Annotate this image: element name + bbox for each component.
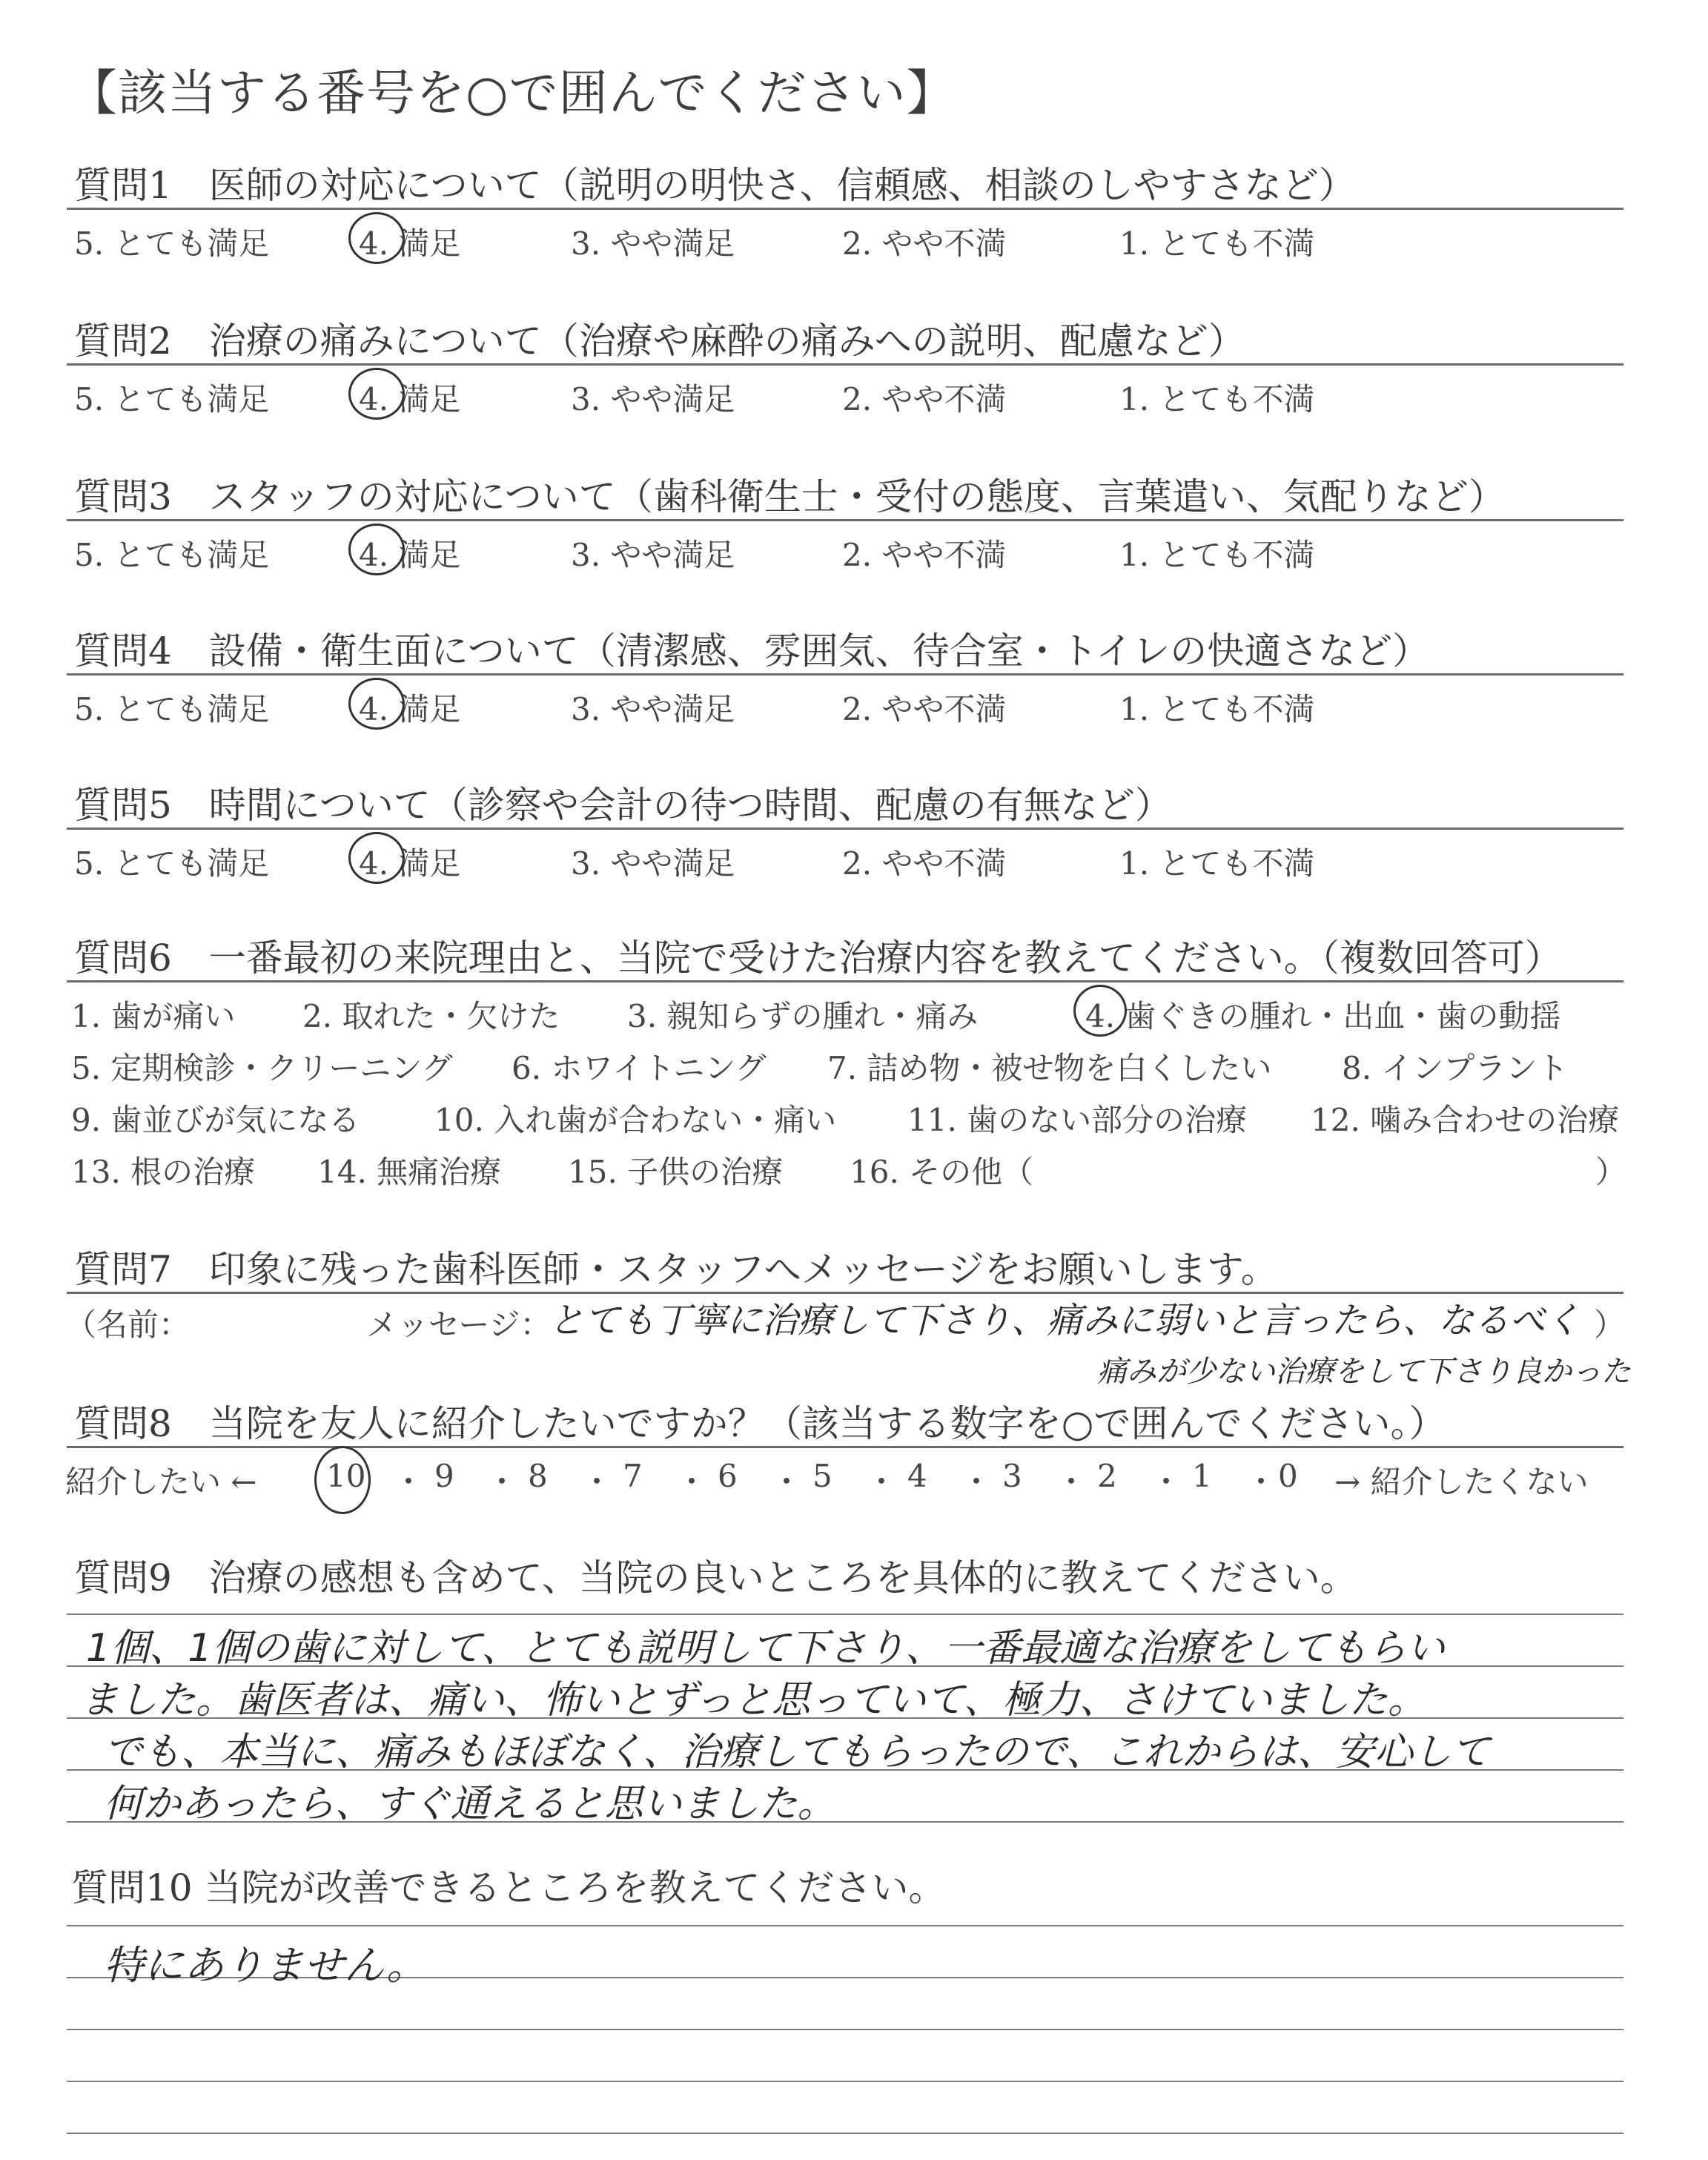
q6-option-3[interactable]: 3. 親知らずの腫れ・痛み (627, 998, 979, 1034)
q8-dot: ・ (676, 1464, 708, 1500)
q1-option-2[interactable]: 2. やや不満 (842, 225, 1007, 262)
q6-option-9[interactable]: 9. 歯並びが気になる (71, 1102, 360, 1138)
q9-answer-line-1: 1個、1個の歯に対して、とても説明して下さり、一番最適な治療をしてもらい (86, 1626, 1446, 1671)
q1-selected-circle (348, 212, 405, 264)
q4-option-2[interactable]: 2. やや不満 (842, 691, 1007, 727)
question-1-rule (67, 208, 1623, 210)
q6-option-5[interactable]: 5. 定期検診・クリーニング (71, 1050, 453, 1086)
q2-option-4[interactable]: 4. 満足 (359, 381, 461, 417)
question-4-rule (67, 673, 1623, 676)
q8-dot: ・ (581, 1464, 613, 1500)
q8-scale-4[interactable]: 4 (907, 1458, 927, 1494)
q4-selected-circle (348, 678, 405, 730)
q8-dot: ・ (1245, 1464, 1277, 1500)
q7-message-line-1: とても丁寧に治療して下さり、痛みに弱いと言ったら、なるべく (549, 1300, 1581, 1341)
q1-option-5[interactable]: 5. とても満足 (74, 225, 270, 262)
q6-option-15[interactable]: 15. 子供の治療 (568, 1154, 784, 1190)
q5-option-2[interactable]: 2. やや不満 (842, 845, 1007, 882)
q8-scale-6[interactable]: 6 (718, 1458, 738, 1494)
q2-option-5[interactable]: 5. とても満足 (74, 381, 270, 417)
q3-option-2[interactable]: 2. やや不満 (842, 537, 1007, 573)
q1-option-4[interactable]: 4. 満足 (359, 225, 461, 262)
q3-option-5[interactable]: 5. とても満足 (74, 537, 270, 573)
q6-option-12[interactable]: 12. 噛み合わせの治療 (1311, 1102, 1620, 1138)
q10-answer-line (67, 2029, 1623, 2030)
q2-option-1[interactable]: 1. とても不満 (1119, 381, 1315, 417)
q6-option-13[interactable]: 13. 根の治療 (71, 1154, 256, 1190)
q6-option-7[interactable]: 7. 詰め物・被せ物を白くしたい (827, 1050, 1272, 1086)
q6-selected-circle (1073, 985, 1127, 1037)
q7-name-label: （名前： (65, 1307, 191, 1343)
q3-option-1[interactable]: 1. とても不満 (1119, 537, 1315, 573)
q3-option-3[interactable]: 3. やや満足 (571, 537, 735, 573)
q4-option-1[interactable]: 1. とても不満 (1119, 691, 1315, 727)
question-5-rule (67, 828, 1623, 830)
q6-option-11[interactable]: 11. 歯のない部分の治療 (907, 1102, 1248, 1138)
q6-option-8[interactable]: 8. インプラント (1342, 1050, 1569, 1086)
q9-answer-line-2: ました。歯医者は、痛い、怖いとずっと思っていて、極力、さけていました。 (80, 1678, 1426, 1723)
q9-answer-line-3: でも、本当に、痛みもほぼなく、治療してもらったので、これからは、安心して (104, 1730, 1490, 1774)
q2-selected-circle (348, 368, 405, 420)
question-1-label: 質問1 医師の対応について（説明の明快さ、信頼感、相談のしやすさなど） (74, 164, 1356, 207)
question-8-label: 質問8 当院を友人に紹介したいですか？（該当する数字を○で囲んでください。） (74, 1402, 1446, 1445)
q6-option-2[interactable]: 2. 取れた・欠けた (302, 998, 560, 1034)
q1-option-3[interactable]: 3. やや満足 (571, 225, 735, 262)
q4-option-4[interactable]: 4. 満足 (359, 691, 461, 727)
question-5-label: 質問5 時間について（診察や会計の待つ時間、配慮の有無など） (74, 784, 1172, 827)
q6-option-10[interactable]: 10. 入れ歯が合わない・痛い (434, 1102, 837, 1138)
q7-message-line-2: 痛みが少ない治療をして下さり良かった (1097, 1355, 1631, 1389)
q8-scale-5[interactable]: 5 (812, 1458, 833, 1494)
q8-scale-3[interactable]: 3 (1002, 1458, 1022, 1494)
q6-option-1[interactable]: 1. 歯が痛い (71, 998, 236, 1034)
question-9-label: 質問9 治療の感想も含めて、当院の良いところを具体的に教えてください。 (74, 1556, 1357, 1599)
q8-scale-9[interactable]: 9 (434, 1458, 454, 1494)
q8-dot: ・ (1151, 1464, 1182, 1500)
q10-answer-line (67, 1925, 1623, 1926)
q8-dot: ・ (1056, 1464, 1088, 1500)
q1-option-1[interactable]: 1. とても不満 (1119, 225, 1315, 262)
q9-answer-line (67, 1614, 1623, 1615)
question-8-rule (67, 1446, 1623, 1448)
q5-option-1[interactable]: 1. とても不満 (1119, 845, 1315, 882)
q6-option-16[interactable]: 16. その他（ (850, 1154, 1034, 1190)
question-10-label: 質問10 当院が改善できるところを教えてください。 (71, 1866, 946, 1909)
q8-scale-8[interactable]: 8 (528, 1458, 548, 1494)
question-7-label: 質問7 印象に残った歯科医師・スタッフへメッセージをお願いします。 (74, 1248, 1278, 1291)
question-6-rule (67, 980, 1623, 982)
q3-selected-circle (348, 524, 405, 575)
q8-dot: ・ (393, 1464, 425, 1500)
question-3-label: 質問3 スタッフの対応について（歯科衛生士・受付の態度、言葉遣い、気配りなど） (74, 475, 1506, 518)
question-2-label: 質問2 治療の痛みについて（治療や麻酔の痛みへの説明、配慮など） (74, 320, 1245, 363)
q7-message-label: メッセージ： (366, 1307, 552, 1343)
q8-dot: ・ (486, 1464, 518, 1500)
q4-option-5[interactable]: 5. とても満足 (74, 691, 270, 727)
q4-option-3[interactable]: 3. やや満足 (571, 691, 735, 727)
q8-scale-0[interactable]: 0 (1278, 1458, 1298, 1494)
q8-right-label: → 紹介したくない (1334, 1464, 1589, 1500)
q8-scale-2[interactable]: 2 (1097, 1458, 1117, 1494)
q8-dot: ・ (771, 1464, 803, 1500)
q6-option-6[interactable]: 6. ホワイトニング (512, 1050, 767, 1086)
q5-option-5[interactable]: 5. とても満足 (74, 845, 270, 882)
q8-dot: ・ (866, 1464, 898, 1500)
q8-scale-1[interactable]: 1 (1192, 1458, 1212, 1494)
q8-left-label: 紹介したい ← (65, 1464, 257, 1500)
q6-option-14[interactable]: 14. 無痛治療 (317, 1154, 502, 1190)
q10-answer-line (67, 2081, 1623, 2082)
q8-scale-7[interactable]: 7 (623, 1458, 643, 1494)
q8-selected-circle (314, 1446, 371, 1514)
q10-answer-line (67, 2133, 1623, 2134)
q3-option-4[interactable]: 4. 満足 (359, 537, 461, 573)
q6-option-4[interactable]: 4. 歯ぐきの腫れ・出血・歯の動揺 (1085, 998, 1561, 1034)
question-3-rule (67, 519, 1623, 521)
question-2-rule (67, 363, 1623, 366)
q8-dot: ・ (961, 1464, 993, 1500)
q9-answer-line-4: 何かあったら、すぐ通えると思いました。 (104, 1782, 836, 1826)
q5-selected-circle (348, 832, 405, 884)
q5-option-3[interactable]: 3. やや満足 (571, 845, 735, 882)
q8-scale-10[interactable]: 10 (326, 1458, 366, 1494)
page-title: 【該当する番号を○で囲んでください】 (68, 65, 956, 122)
q7-close-paren: ） (1594, 1307, 1626, 1343)
question-6-label: 質問6 一番最初の来院理由と、当院で受けた治療内容を教えてください。（複数回答可） (74, 937, 1562, 980)
question-4-label: 質問4 設備・衛生面について（清潔感、雰囲気、待合室・トイレの快適さなど） (74, 630, 1430, 673)
q5-option-4[interactable]: 4. 満足 (359, 845, 461, 882)
q10-answer: 特にありません。 (104, 1942, 427, 1989)
q2-option-2[interactable]: 2. やや不満 (842, 381, 1007, 417)
q2-option-3[interactable]: 3. やや満足 (571, 381, 735, 417)
q6-other-close-paren: ） (1595, 1154, 1627, 1190)
